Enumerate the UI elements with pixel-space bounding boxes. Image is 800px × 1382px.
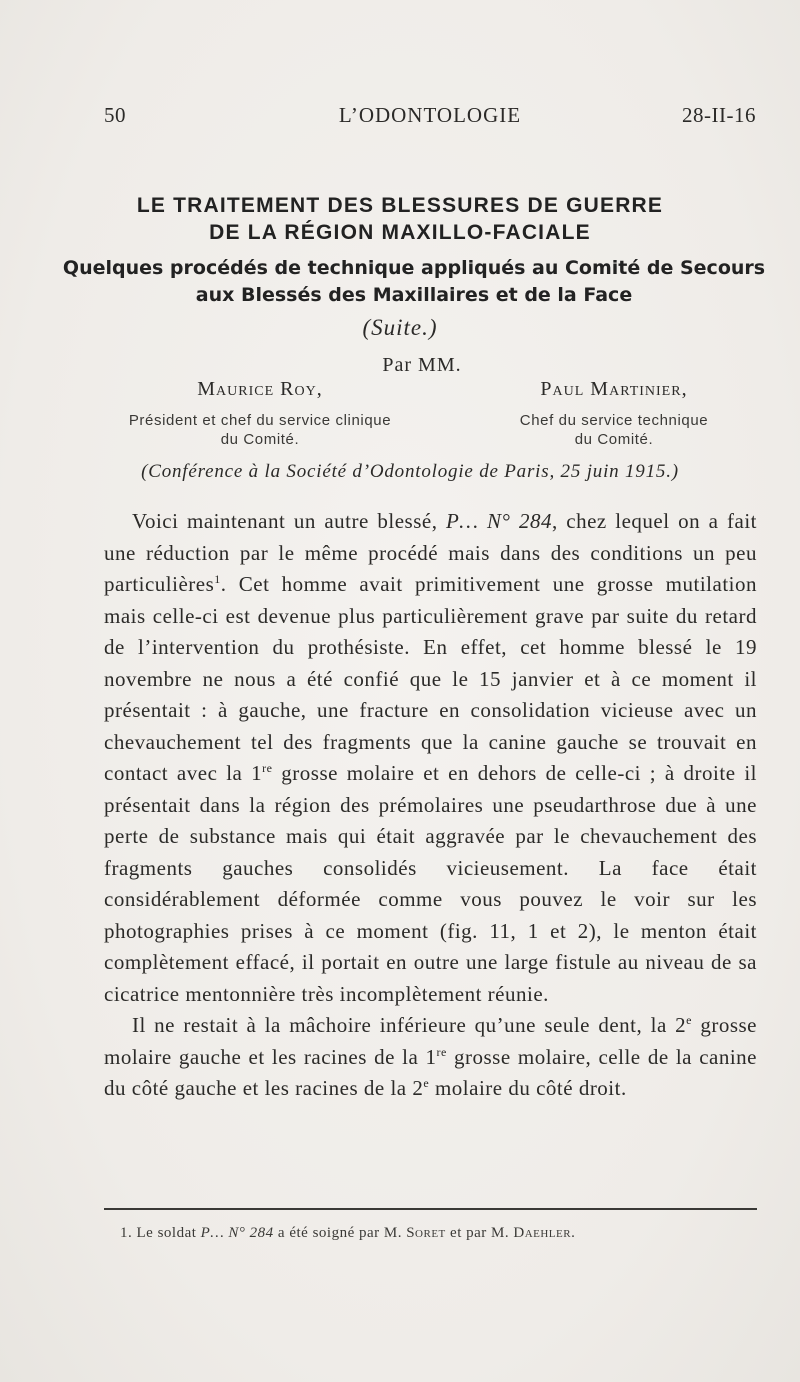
page-number: 50 (104, 103, 126, 127)
article-body (104, 506, 757, 1105)
author-name: Paul Martinier, (540, 378, 688, 400)
running-head (104, 103, 756, 133)
body-paragraph (104, 506, 757, 1010)
issue-date: 28-II-16 (682, 103, 756, 127)
author-role-line: du Comité. (574, 431, 654, 448)
ordinal-suffix: e (423, 1076, 430, 1090)
continuation-note: (Suite.) (362, 315, 438, 340)
author-block-martinier (478, 378, 750, 449)
text-run: . (571, 1225, 576, 1241)
text-run: grosse molaire, celle de la canine du côté gauche et les racines de la 2 (104, 1044, 758, 1100)
article-subtitle-line-1: Quelques procédés de technique appliqués au Comité de Secours (62, 257, 766, 279)
author-role (478, 411, 750, 449)
patient-reference: P… N° 284 (200, 1225, 274, 1241)
byline-intro: Par MM. (382, 354, 462, 376)
ordinal-suffix: e (686, 1013, 692, 1027)
text-run: Le soldat (132, 1225, 201, 1241)
body-paragraph (104, 1010, 757, 1105)
author-role-line: Chef du service technique (519, 412, 709, 429)
footnote-number: 1. (120, 1225, 133, 1241)
text-run: molaire du côté droit. (429, 1076, 627, 1100)
text-run: grosse molaire gauche et les racines de la 1 (104, 1013, 757, 1069)
person-name: Soret (406, 1225, 446, 1241)
article-subtitle-line-2: aux Blessés des Maxillaires et de la Face (195, 284, 633, 306)
footnote-reference: 1 (214, 572, 221, 586)
text-run: . Cet homme avait primitivement une grosse mutilation mais celle-ci est devenue plus particulièrement grave par suite du retard de l’intervention du prothésiste. En effet, cet homme blessé le 19 novembre ne nous a été confié que le 15 janvier et à ce moment il présentait : à gauche, une fracture en consolidation vicieuse avec un chevauchement tel des fragments que la canine gauche se trouvait en contact avec la 1 (104, 572, 757, 785)
ordinal-suffix: re (262, 761, 273, 775)
text-run: et par M. (445, 1225, 514, 1241)
text-run: a été soigné par M. (273, 1225, 407, 1241)
article-title-line-2: DE LA RÉGION MAXILLO-FACIALE (209, 221, 591, 244)
patient-reference: P… N° 284 (445, 509, 552, 533)
text-run: grosse molaire et en dehors de celle-ci ; à droite il présentait dans la région des prémolaires une pseudarthrose due à une perte de substance mais qui était aggravée par le chevauchement des fragments gauches consolidés vicieusement. La face était considérablement déformée comme vous pouvez le voir sur les photographies prises à ce moment (fig. 11, 1 et 2), le menton était complètement effacé, il portait en outre une large fistule au niveau de sa cicatrice mentonnière très incomplètement réunie. (104, 761, 758, 1006)
conference-note: (Conférence à la Société d’Odontologie de Paris, 25 juin 1915.) (141, 461, 679, 482)
author-role (100, 411, 420, 449)
footnote (120, 1225, 760, 1242)
journal-title: L’ODONTOLOGIE (338, 103, 522, 127)
text-run: , chez lequel on a fait une réduction par le même procédé mais dans des conditions un peu particulières (104, 509, 757, 596)
text-run: Il ne restait à la mâchoire inférieure qu’une seule dent, la 2 (132, 1013, 687, 1037)
footnote-divider (104, 1208, 757, 1210)
author-role-line: du Comité. (220, 431, 300, 448)
author-role-line: Président et chef du service clinique (128, 412, 392, 429)
article-title-line-1: LE TRAITEMENT DES BLESSURES DE GUERRE (136, 194, 664, 217)
author-name: Maurice Roy, (197, 378, 323, 400)
ordinal-suffix: re (436, 1044, 447, 1059)
author-block-roy (100, 378, 420, 449)
text-run: Voici maintenant un autre blessé, (132, 509, 446, 533)
person-name: Daehler (513, 1225, 572, 1241)
